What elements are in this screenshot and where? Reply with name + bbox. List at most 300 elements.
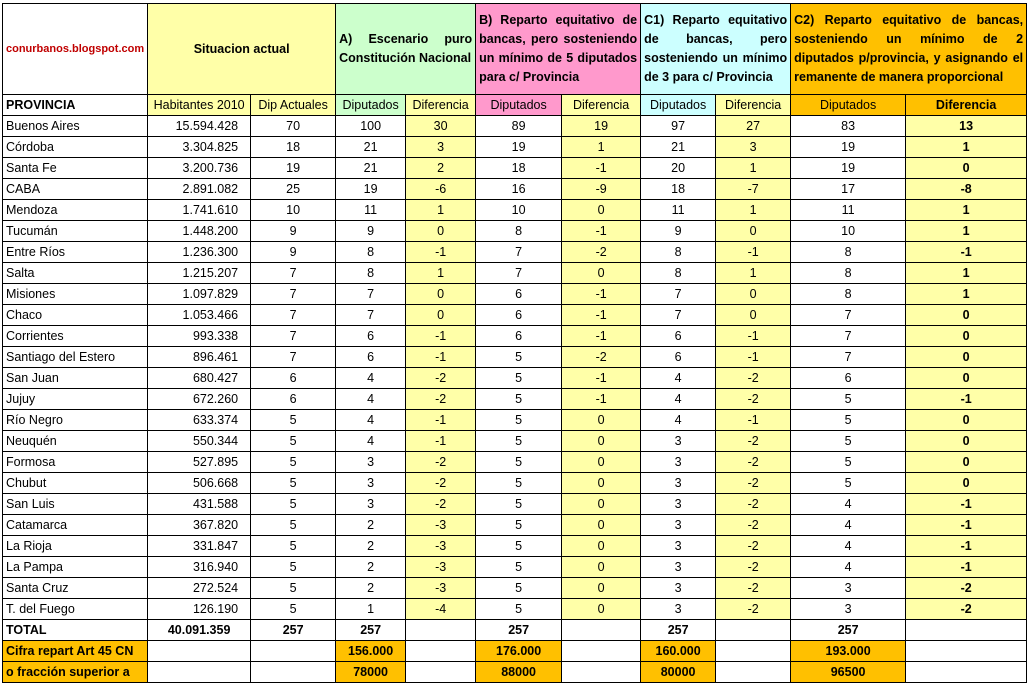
cell-provincia: Corrientes <box>3 326 148 347</box>
cell-a-diputados: 2 <box>336 557 406 578</box>
cell-provincia: Buenos Aires <box>3 116 148 137</box>
scenario-c2: C2) Reparto equitativo de bancas, sosteniendo un mínimo de 2 diputados p/provincia, y asignando el remanente de manera proporcional <box>791 4 1027 95</box>
table-row <box>3 305 1027 326</box>
cell-c2-diferencia: 1 <box>906 200 1027 221</box>
cell-provincia: La Pampa <box>3 557 148 578</box>
cell-dip-actuales: 7 <box>251 305 336 326</box>
cell-dip-actuales: 5 <box>251 599 336 620</box>
cell-c2-diputados: 5 <box>791 452 906 473</box>
cell-c2-diferencia: -1 <box>906 515 1027 536</box>
cell-b-diferencia: -1 <box>562 305 641 326</box>
cell-c2-diferencia: 1 <box>906 137 1027 158</box>
cell-c1-diputados: 7 <box>641 284 716 305</box>
table-row <box>3 284 1027 305</box>
cell-a-diferencia: -1 <box>406 431 476 452</box>
cell-habitantes: 367.820 <box>148 515 251 536</box>
cell-a-diputados: 2 <box>336 536 406 557</box>
cell-a-diputados: 3 <box>336 494 406 515</box>
cell-c2-diputados: 4 <box>791 536 906 557</box>
cell-a-diputados: 78000 <box>336 662 406 683</box>
cell-c2-diferencia: 1 <box>906 284 1027 305</box>
blog-label: conurbanos.blogspot.com <box>6 43 145 55</box>
cell-a-diferencia: -3 <box>406 557 476 578</box>
cell-a-diputados: 156.000 <box>336 641 406 662</box>
cell-c2-diferencia <box>906 662 1027 683</box>
cell-b-diputados: 19 <box>476 137 562 158</box>
cell-habitantes: 2.891.082 <box>148 179 251 200</box>
cell-habitantes: 15.594.428 <box>148 116 251 137</box>
cell-provincia: Santiago del Estero <box>3 347 148 368</box>
cell-c1-diputados: 3 <box>641 578 716 599</box>
cell-c2-diputados: 83 <box>791 116 906 137</box>
cell-provincia: Formosa <box>3 452 148 473</box>
total-row <box>3 620 1027 641</box>
cell-provincia: CABA <box>3 179 148 200</box>
table-row <box>3 221 1027 242</box>
cell-b-diputados: 5 <box>476 557 562 578</box>
cell-c1-diferencia: 1 <box>716 158 791 179</box>
cell-a-diferencia: -2 <box>406 473 476 494</box>
cell-c1-diferencia: -1 <box>716 326 791 347</box>
cell-provincia: Entre Ríos <box>3 242 148 263</box>
col-a-diputados: Diputados <box>336 95 406 116</box>
cell-c2-diferencia: 0 <box>906 305 1027 326</box>
cell-c1-diputados: 11 <box>641 200 716 221</box>
cell-c1-diputados: 3 <box>641 557 716 578</box>
cell-dip-actuales: 9 <box>251 221 336 242</box>
cell-c1-diputados: 3 <box>641 494 716 515</box>
cell-c1-diputados: 80000 <box>641 662 716 683</box>
cell-c1-diferencia: -2 <box>716 536 791 557</box>
cell-c2-diputados: 19 <box>791 158 906 179</box>
cell-a-diputados: 4 <box>336 389 406 410</box>
cell-dip-actuales: 257 <box>251 620 336 641</box>
col-c2-diputados: Diputados <box>791 95 906 116</box>
cell-c2-diferencia: 0 <box>906 347 1027 368</box>
cell-b-diputados: 5 <box>476 452 562 473</box>
table-row <box>3 347 1027 368</box>
cell-c1-diferencia: -2 <box>716 431 791 452</box>
scenario-a: A) Escenario puro Constitución Nacional <box>336 4 476 95</box>
cell-habitantes: 633.374 <box>148 410 251 431</box>
cell-b-diputados: 88000 <box>476 662 562 683</box>
col-b-diferencia: Diferencia <box>562 95 641 116</box>
table-row <box>3 410 1027 431</box>
cell-a-diputados: 21 <box>336 137 406 158</box>
title-cell: Situacion actual <box>148 4 336 95</box>
cell-b-diferencia <box>562 620 641 641</box>
cell-provincia: Córdoba <box>3 137 148 158</box>
cell-habitantes: 1.741.610 <box>148 200 251 221</box>
cell-c2-diputados: 7 <box>791 326 906 347</box>
cell-a-diputados: 100 <box>336 116 406 137</box>
cell-dip-actuales: 25 <box>251 179 336 200</box>
cell-b-diferencia: 0 <box>562 599 641 620</box>
cell-provincia: Neuquén <box>3 431 148 452</box>
cell-a-diputados: 9 <box>336 221 406 242</box>
table-row <box>3 494 1027 515</box>
cell-c1-diputados: 7 <box>641 305 716 326</box>
cell-b-diputados: 5 <box>476 494 562 515</box>
cell-provincia: San Luis <box>3 494 148 515</box>
table-row <box>3 389 1027 410</box>
cell-dip-actuales: 5 <box>251 578 336 599</box>
cell-c2-diferencia: 0 <box>906 326 1027 347</box>
cell-a-diferencia <box>406 662 476 683</box>
cell-c1-diputados: 9 <box>641 221 716 242</box>
cell-b-diferencia: 0 <box>562 431 641 452</box>
cell-c1-diferencia: 3 <box>716 137 791 158</box>
table-row <box>3 431 1027 452</box>
table-row <box>3 536 1027 557</box>
cell-habitantes: 993.338 <box>148 326 251 347</box>
cell-a-diputados: 19 <box>336 179 406 200</box>
cell-b-diputados: 16 <box>476 179 562 200</box>
cell-dip-actuales: 10 <box>251 200 336 221</box>
cell-provincia: Catamarca <box>3 515 148 536</box>
table-row <box>3 599 1027 620</box>
cell-c2-diferencia: 1 <box>906 263 1027 284</box>
table-row <box>3 515 1027 536</box>
cell-dip-actuales: 6 <box>251 389 336 410</box>
cell-habitantes: 431.588 <box>148 494 251 515</box>
cell-c2-diputados: 4 <box>791 494 906 515</box>
cell-c1-diferencia: 0 <box>716 221 791 242</box>
cell-b-diputados: 6 <box>476 284 562 305</box>
cell-a-diferencia: -2 <box>406 452 476 473</box>
cell-dip-actuales: 6 <box>251 368 336 389</box>
cell-b-diferencia <box>562 662 641 683</box>
cell-a-diferencia: 2 <box>406 158 476 179</box>
cell-habitantes: 1.236.300 <box>148 242 251 263</box>
cell-provincia: Río Negro <box>3 410 148 431</box>
cell-dip-actuales: 5 <box>251 410 336 431</box>
cell-b-diferencia: 0 <box>562 473 641 494</box>
cell-habitantes: 3.304.825 <box>148 137 251 158</box>
cell-dip-actuales: 18 <box>251 137 336 158</box>
cell-c2-diferencia: -1 <box>906 557 1027 578</box>
cell-c2-diferencia: 0 <box>906 431 1027 452</box>
cell-b-diputados: 5 <box>476 473 562 494</box>
cell-b-diputados: 6 <box>476 305 562 326</box>
cell-b-diferencia: -1 <box>562 284 641 305</box>
table-row <box>3 242 1027 263</box>
cell-a-diputados: 7 <box>336 305 406 326</box>
cell-habitantes: 126.190 <box>148 599 251 620</box>
cell-dip-actuales: 5 <box>251 515 336 536</box>
cell-provincia: La Rioja <box>3 536 148 557</box>
cell-b-diputados: 8 <box>476 221 562 242</box>
cell-a-diputados: 7 <box>336 284 406 305</box>
cell-c2-diputados: 4 <box>791 557 906 578</box>
cell-habitantes: 550.344 <box>148 431 251 452</box>
cell-b-diputados: 10 <box>476 200 562 221</box>
cell-c1-diferencia: -2 <box>716 452 791 473</box>
cell-habitantes: 527.895 <box>148 452 251 473</box>
cell-b-diputados: 5 <box>476 536 562 557</box>
cell-habitantes: 40.091.359 <box>148 620 251 641</box>
cell-provincia: Salta <box>3 263 148 284</box>
cell-habitantes: 672.260 <box>148 389 251 410</box>
cell-c1-diputados: 3 <box>641 515 716 536</box>
table-row <box>3 452 1027 473</box>
col-a-diferencia: Diferencia <box>406 95 476 116</box>
cell-b-diferencia: -1 <box>562 326 641 347</box>
cell-c2-diferencia: -1 <box>906 494 1027 515</box>
col-c1-diputados: Diputados <box>641 95 716 116</box>
cell-c2-diputados: 3 <box>791 599 906 620</box>
cell-dip-actuales: 5 <box>251 431 336 452</box>
cell-c1-diferencia: -2 <box>716 389 791 410</box>
cell-dip-actuales <box>251 662 336 683</box>
blog-cell <box>3 4 148 95</box>
cell-provincia: Tucumán <box>3 221 148 242</box>
cell-b-diferencia: -9 <box>562 179 641 200</box>
cell-habitantes: 1.097.829 <box>148 284 251 305</box>
table-row <box>3 263 1027 284</box>
cell-b-diferencia: -1 <box>562 221 641 242</box>
cell-a-diputados: 1 <box>336 599 406 620</box>
cell-b-diferencia: -1 <box>562 389 641 410</box>
cell-b-diputados: 5 <box>476 389 562 410</box>
cell-habitantes: 316.940 <box>148 557 251 578</box>
cell-c1-diputados: 3 <box>641 473 716 494</box>
scenario-c1: C1) Reparto equitativo de bancas, pero sosteniendo un mínimo de 3 para c/ Provincia <box>641 4 791 95</box>
cell-a-diputados: 4 <box>336 431 406 452</box>
cell-b-diferencia: 0 <box>562 578 641 599</box>
cell-c2-diferencia: 1 <box>906 221 1027 242</box>
cell-c1-diferencia: 0 <box>716 305 791 326</box>
cell-dip-actuales: 70 <box>251 116 336 137</box>
cell-c2-diputados: 17 <box>791 179 906 200</box>
cell-dip-actuales: 7 <box>251 284 336 305</box>
cell-habitantes <box>148 662 251 683</box>
table-row <box>3 326 1027 347</box>
cell-b-diputados: 18 <box>476 158 562 179</box>
cell-b-diputados: 257 <box>476 620 562 641</box>
cell-c1-diferencia: 0 <box>716 284 791 305</box>
cell-a-diferencia: -1 <box>406 242 476 263</box>
cell-habitantes: 331.847 <box>148 536 251 557</box>
cell-c1-diferencia: -2 <box>716 578 791 599</box>
cell-a-diferencia: -6 <box>406 179 476 200</box>
cell-c1-diputados: 4 <box>641 410 716 431</box>
col-provincia: PROVINCIA <box>3 95 148 116</box>
cell-b-diferencia: 19 <box>562 116 641 137</box>
cell-a-diputados: 4 <box>336 410 406 431</box>
cell-c2-diputados: 7 <box>791 347 906 368</box>
cell-c2-diputados: 257 <box>791 620 906 641</box>
cell-provincia: Chubut <box>3 473 148 494</box>
cell-c2-diputados: 3 <box>791 578 906 599</box>
cell-a-diferencia: -1 <box>406 347 476 368</box>
cell-c1-diputados: 97 <box>641 116 716 137</box>
cell-c1-diputados: 4 <box>641 389 716 410</box>
cell-dip-actuales: 7 <box>251 263 336 284</box>
cell-provincia: T. del Fuego <box>3 599 148 620</box>
col-b-diputados: Diputados <box>476 95 562 116</box>
cell-b-diputados: 5 <box>476 515 562 536</box>
cell-c1-diputados: 3 <box>641 431 716 452</box>
cell-a-diputados: 11 <box>336 200 406 221</box>
table-row <box>3 158 1027 179</box>
cell-c2-diferencia: 0 <box>906 410 1027 431</box>
cell-b-diputados: 5 <box>476 347 562 368</box>
cell-c2-diferencia: -2 <box>906 599 1027 620</box>
cell-b-diferencia: 0 <box>562 410 641 431</box>
cell-c1-diferencia <box>716 620 791 641</box>
fraccion-row <box>3 662 1027 683</box>
cell-b-diferencia: 0 <box>562 557 641 578</box>
cell-habitantes: 506.668 <box>148 473 251 494</box>
cell-b-diferencia: -1 <box>562 368 641 389</box>
table-row <box>3 557 1027 578</box>
cell-a-diputados: 8 <box>336 242 406 263</box>
cell-a-diputados: 8 <box>336 263 406 284</box>
cell-a-diferencia: -3 <box>406 536 476 557</box>
cell-c1-diferencia: -2 <box>716 473 791 494</box>
cell-b-diputados: 7 <box>476 263 562 284</box>
cell-c1-diferencia: -2 <box>716 368 791 389</box>
cell-c1-diputados: 3 <box>641 536 716 557</box>
cell-b-diferencia: 0 <box>562 536 641 557</box>
cell-c2-diputados: 6 <box>791 368 906 389</box>
cell-b-diputados: 7 <box>476 242 562 263</box>
cell-c2-diferencia <box>906 620 1027 641</box>
cell-c1-diferencia <box>716 641 791 662</box>
cell-c2-diferencia: -2 <box>906 578 1027 599</box>
cell-b-diputados: 5 <box>476 578 562 599</box>
scenario-b: B) Reparto equitativo de bancas, pero sosteniendo un mínimo de 5 diputados para c/ Provincia <box>476 4 641 95</box>
cell-c1-diferencia: -1 <box>716 242 791 263</box>
cell-provincia: San Juan <box>3 368 148 389</box>
cell-habitantes: 1.448.200 <box>148 221 251 242</box>
table-row <box>3 200 1027 221</box>
table-row <box>3 137 1027 158</box>
header-row <box>3 4 1027 95</box>
cell-c1-diferencia: 27 <box>716 116 791 137</box>
cell-a-diferencia: 0 <box>406 305 476 326</box>
cell-b-diputados: 89 <box>476 116 562 137</box>
cell-b-diferencia <box>562 641 641 662</box>
cell-a-diputados: 6 <box>336 347 406 368</box>
cell-dip-actuales: 5 <box>251 494 336 515</box>
cell-dip-actuales: 19 <box>251 158 336 179</box>
cell-c1-diferencia: -7 <box>716 179 791 200</box>
cell-b-diferencia: 0 <box>562 494 641 515</box>
cell-c1-diputados: 3 <box>641 599 716 620</box>
cell-c2-diferencia: -1 <box>906 536 1027 557</box>
cell-c2-diferencia: 0 <box>906 452 1027 473</box>
cell-dip-actuales: 9 <box>251 242 336 263</box>
cell-a-diferencia <box>406 620 476 641</box>
cell-c1-diputados: 257 <box>641 620 716 641</box>
col-habitantes: Habitantes 2010 <box>148 95 251 116</box>
cell-c2-diferencia: 0 <box>906 368 1027 389</box>
cell-c1-diputados: 6 <box>641 326 716 347</box>
cell-a-diferencia: 1 <box>406 263 476 284</box>
cell-habitantes: 1.215.207 <box>148 263 251 284</box>
cell-b-diputados: 5 <box>476 410 562 431</box>
cell-a-diferencia: 3 <box>406 137 476 158</box>
cell-c2-diputados: 8 <box>791 242 906 263</box>
cell-provincia: TOTAL <box>3 620 148 641</box>
cell-b-diputados: 5 <box>476 431 562 452</box>
cell-c1-diferencia: -1 <box>716 410 791 431</box>
cell-c2-diferencia: 0 <box>906 158 1027 179</box>
cell-dip-actuales: 5 <box>251 557 336 578</box>
cell-b-diferencia: 0 <box>562 452 641 473</box>
table-row <box>3 473 1027 494</box>
cell-b-diputados: 5 <box>476 599 562 620</box>
cell-b-diferencia: 0 <box>562 515 641 536</box>
cell-c1-diputados: 20 <box>641 158 716 179</box>
table-row <box>3 578 1027 599</box>
cell-provincia: Cifra repart Art 45 CN <box>3 641 148 662</box>
cell-b-diferencia: 1 <box>562 137 641 158</box>
cell-a-diferencia: -2 <box>406 368 476 389</box>
cell-a-diferencia: -3 <box>406 578 476 599</box>
cell-dip-actuales: 5 <box>251 452 336 473</box>
cell-a-diferencia: -3 <box>406 515 476 536</box>
cell-a-diputados: 3 <box>336 473 406 494</box>
cell-c2-diputados: 7 <box>791 305 906 326</box>
cell-a-diputados: 257 <box>336 620 406 641</box>
cell-b-diferencia: 0 <box>562 263 641 284</box>
cell-c1-diferencia: -2 <box>716 557 791 578</box>
cell-provincia: Santa Cruz <box>3 578 148 599</box>
cell-c2-diferencia: -1 <box>906 242 1027 263</box>
cell-provincia: Jujuy <box>3 389 148 410</box>
apportionment-table <box>2 3 1027 683</box>
cell-c1-diputados: 18 <box>641 179 716 200</box>
cell-c1-diferencia: 1 <box>716 263 791 284</box>
cell-c2-diputados: 5 <box>791 473 906 494</box>
cell-b-diferencia: -2 <box>562 242 641 263</box>
cifra-row <box>3 641 1027 662</box>
cell-c1-diferencia <box>716 662 791 683</box>
table-row <box>3 368 1027 389</box>
cell-provincia: Santa Fe <box>3 158 148 179</box>
cell-c1-diferencia: -1 <box>716 347 791 368</box>
cell-a-diferencia: -2 <box>406 389 476 410</box>
cell-c2-diputados: 5 <box>791 410 906 431</box>
cell-c2-diputados: 19 <box>791 137 906 158</box>
cell-provincia: Misiones <box>3 284 148 305</box>
cell-c2-diferencia: 13 <box>906 116 1027 137</box>
cell-b-diputados: 5 <box>476 368 562 389</box>
cell-a-diferencia: 1 <box>406 200 476 221</box>
cell-c2-diputados: 193.000 <box>791 641 906 662</box>
cell-a-diferencia: -1 <box>406 326 476 347</box>
cell-c2-diferencia: 0 <box>906 473 1027 494</box>
cell-c2-diferencia: -8 <box>906 179 1027 200</box>
cell-b-diferencia: 0 <box>562 200 641 221</box>
cell-c2-diputados: 11 <box>791 200 906 221</box>
table-row <box>3 116 1027 137</box>
cell-a-diputados: 2 <box>336 578 406 599</box>
cell-c1-diputados: 8 <box>641 242 716 263</box>
cell-b-diputados: 6 <box>476 326 562 347</box>
cell-a-diputados: 2 <box>336 515 406 536</box>
cell-c2-diputados: 96500 <box>791 662 906 683</box>
cell-habitantes: 1.053.466 <box>148 305 251 326</box>
cell-provincia: Mendoza <box>3 200 148 221</box>
cell-a-diputados: 21 <box>336 158 406 179</box>
cell-a-diferencia <box>406 641 476 662</box>
cell-a-diferencia: 0 <box>406 284 476 305</box>
cell-a-diferencia: 30 <box>406 116 476 137</box>
